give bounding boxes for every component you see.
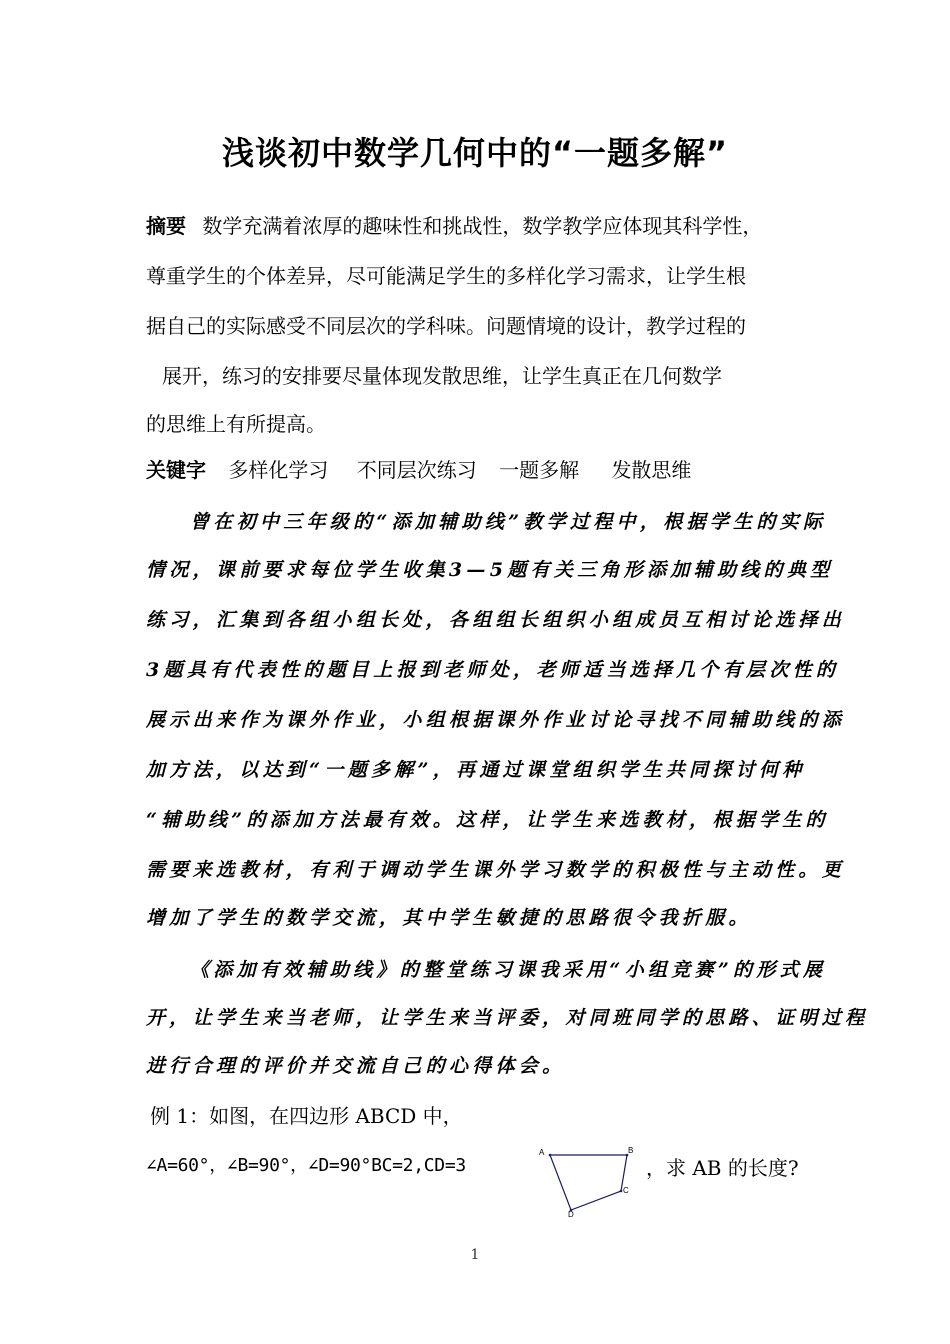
paragraph1-line: “辅助线”的添加方法最有效。这样，让学生来选教材，根据学生的: [146, 809, 829, 831]
label-b: B: [628, 1146, 634, 1155]
abstract-line-4: 展开，练习的安排要尽量体现发散思维，让学生真正在几何数学: [162, 364, 722, 388]
paragraph2-line: 进行合理的评价并交流自己的心得体会。: [146, 1055, 566, 1077]
abstract-label: 摘要: [146, 214, 186, 238]
label-a: A: [539, 1148, 545, 1157]
label-d: D: [568, 1210, 574, 1218]
abstract-line-5: 的思维上有所提高。: [146, 412, 326, 436]
paragraph1-line: 练习，汇集到各组小组长处，各组组长组织小组成员互相讨论选择出: [146, 609, 846, 631]
abstract-line-1: [146, 212, 762, 240]
paragraph1-line: 曾在初中三年级的“添加辅助线”教学过程中，根据学生的实际: [190, 511, 827, 533]
label-c: C: [623, 1186, 629, 1195]
paragraph1-line: 展示出来作为课外作业，小组根据课外作业讨论寻找不同辅助线的添: [146, 709, 846, 731]
example-intro: 例 1：如图，在四边形 ABCD 中，: [150, 1104, 463, 1128]
paragraph1-line: 需要来选教材，有利于调动学生课外学习数学的积极性与主动性。更: [146, 859, 846, 881]
paragraph1-line: 情况，课前要求每位学生收集3—5题有关三角形添加辅助线的典型: [146, 559, 834, 581]
example-conditions: ∠A=60°，∠B=90°，∠D=90°BC=2,CD=3: [146, 1155, 466, 1176]
keyword-item: 发散思维: [611, 458, 692, 482]
example-question: ，求 AB 的长度?: [646, 1156, 799, 1180]
keyword-item: 不同层次练习: [356, 458, 477, 482]
keyword-item: 多样化学习: [228, 458, 329, 482]
paragraph1-line: 3题具有代表性的题目上报到老师处，老师适当选择几个有层次性的: [146, 659, 840, 681]
page-number: 1: [470, 1247, 480, 1263]
vertex-c: [620, 1190, 623, 1193]
keyword-item: 一题多解: [499, 458, 580, 482]
quadrilateral-figure: [535, 1146, 635, 1218]
vertex-a: [549, 1154, 552, 1157]
quadrilateral-shape: [550, 1155, 627, 1210]
keywords-line: [146, 456, 691, 484]
paragraph1-line: 增加了学生的数学交流，其中学生敏捷的思路很令我折服。: [146, 907, 752, 929]
abstract-line-3: 据自己的实际感受不同层次的学科味。问题情境的设计，教学过程的: [146, 314, 746, 338]
keywords-label: 关键字: [146, 458, 206, 482]
paragraph1-line: 加方法，以达到“一题多解”，再通过课堂组织学生共同探讨何种: [146, 759, 806, 781]
page-title: 浅谈初中数学几何中的“一题多解”: [221, 134, 729, 172]
abstract-line-2: 尊重学生的个体差异，尽可能满足学生的多样化学习需求，让学生根: [146, 264, 746, 288]
paragraph2-line: 开，让学生来当老师，让学生来当评委，对同班同学的思路、证明过程: [146, 1007, 869, 1029]
abstract-text: 数学充满着浓厚的趣味性和挑战性，数学教学应体现其科学性，: [202, 214, 763, 238]
paragraph2-line: 《添加有效辅助线》的整堂练习课我采用“小组竞赛”的形式展: [190, 959, 827, 981]
